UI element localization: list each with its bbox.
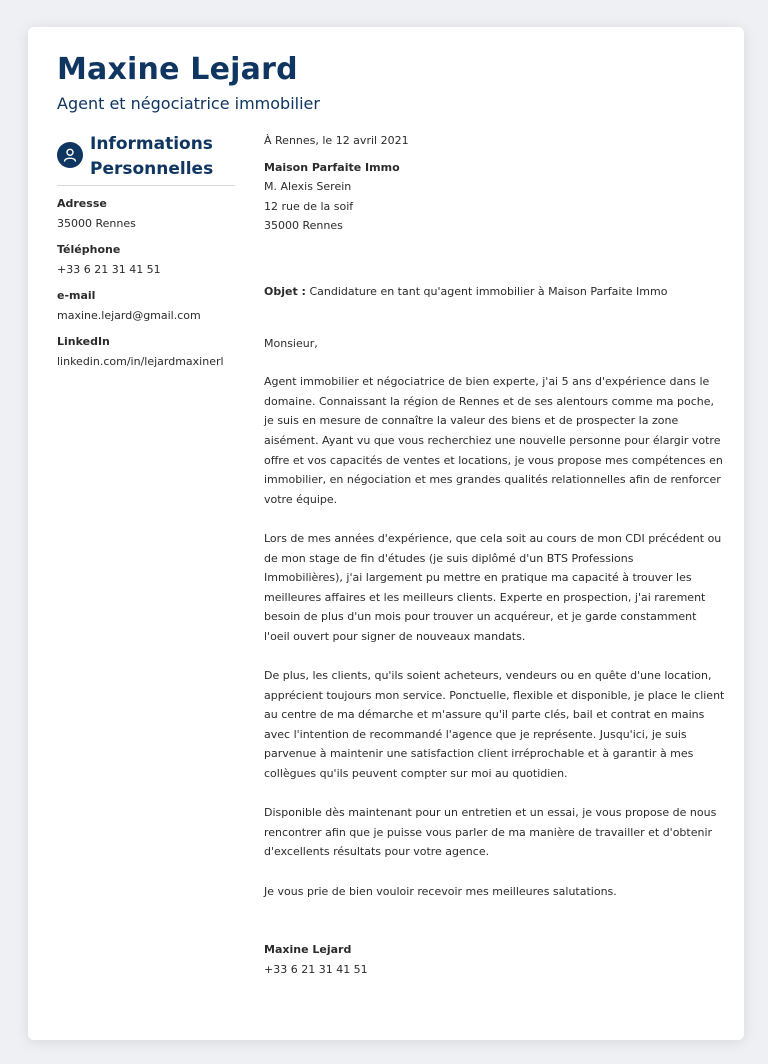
address-label: Adresse [57,197,107,210]
subject-label: Objet : [264,284,306,298]
email-label: e-mail [57,289,96,302]
paragraph-line: de mon stage de fin d'études (je suis diplômé d'un BTS Professions [264,551,634,565]
paragraph-line: aisément. Ayant vu que vous recherchiez une nouvelle personne pour élargir votre [264,433,721,447]
paragraph-line: au centre de ma démarche et m'assure qu'il parte clés, bail et contrat en mains [264,708,705,722]
personal-info-title [90,132,213,182]
paragraph-line: meilleures affaires et les meilleurs clients. Experte en prospection, j'ai rarement [264,590,706,604]
signature-name: Maxine Lejard [264,943,352,957]
paragraph-line: parvenue à maintenir une satisfaction client irréprochable et à garantir à mes [264,747,694,761]
letter-paragraphs [264,372,724,901]
applicant-name: Maxine Lejard [57,52,298,87]
recipient-block [264,158,724,236]
phone-value: +33 6 21 31 41 51 [57,263,161,276]
letter-paragraph [264,372,724,509]
letter-paragraph [264,666,724,784]
recipient-street: 12 rue de la soif [264,199,354,213]
paragraph-line: l'oeil ouvert pour signer de nouveaux mandats. [264,629,526,643]
paragraph-line: Agent immobilier et négociatrice de bien experte, j'ai 5 ans d'expérience dans le [264,375,710,389]
paragraph-line: d'excellents résultats pour votre agence. [264,845,490,859]
letter-body [264,131,724,979]
paragraph-line: Je vous prie de bien vouloir recevoir mes meilleures salutations. [264,884,617,898]
personal-info-header [57,132,235,182]
paragraph-line: je suis en mesure de connaître la valeur des biens et de prospecter la zone [264,414,679,428]
recipient-contact: M. Alexis Serein [264,180,352,194]
letter-paragraph [264,803,724,862]
paragraph-line: Lors de mes années d'expérience, que cela soit au cours de mon CDI précédent ou [264,531,722,545]
paragraph-line: domaine. Connaissant la région de Rennes et de ses alentours comme ma poche, [264,394,715,408]
sidebar [57,132,235,370]
paragraph-line: besoin de plus d'un mois pour trouver un acquéreur, et je garde constamment [264,610,697,624]
letter-salutation: Monsieur, [264,336,318,350]
recipient-city: 35000 Rennes [264,219,343,233]
user-icon [57,142,83,168]
paragraph-line: collègues qu'ils peuvent compter sur moi au quotidien. [264,767,568,781]
paragraph-line: Disponible dès maintenant pour un entretien et un essai, je vous propose de nous [264,806,717,820]
paragraph-line: Immobilières), j'ai largement pu mettre en pratique ma capacité à trouver les [264,571,692,585]
letter-page [28,27,744,1040]
paragraph-line: votre équipe. [264,492,338,506]
phone-label: Téléphone [57,243,121,256]
email-value: maxine.lejard@gmail.com [57,309,201,322]
letter-date: À Rennes, le 12 avril 2021 [264,134,409,147]
subject-text: Candidature en tant qu'agent immobilier à Maison Parfaite Immo [309,284,668,298]
paragraph-line: De plus, les clients, qu'ils soient acheteurs, vendeurs ou en quête d'une location, [264,669,712,683]
personal-info-title-line2: Personnelles [90,159,214,179]
sidebar-divider [57,185,235,186]
letter-subject [264,282,724,302]
linkedin-label: LinkedIn [57,335,110,348]
paragraph-line: apprécient toujours mon service. Ponctuelle, flexible et disponible, je place le client [264,688,725,702]
signature-block [264,940,724,979]
recipient-company: Maison Parfaite Immo [264,160,400,174]
signature-phone: +33 6 21 31 41 51 [264,962,368,976]
paragraph-line: avec l'intention de recommandé l'agence que je représente. Jusqu'ici, je suis [264,727,687,741]
letter-paragraph [264,882,724,902]
paragraph-line: immobilier, en négociation et mes grandes qualités relationnelles afin de renforcer [264,473,721,487]
applicant-job-title: Agent et négociatrice immobilier [57,94,320,113]
personal-info-title-line1: Informations [90,134,213,154]
letter-paragraph [264,529,724,647]
address-value: 35000 Rennes [57,217,136,230]
linkedin-value: linkedin.com/in/lejardmaxinerl [57,355,224,368]
paragraph-line: offre et vos capacités de ventes et locations, je vous propose mes compétences en [264,453,723,467]
paragraph-line: rencontrer afin que je puisse vous parler de ma manière de travailler et d'obtenir [264,825,713,839]
